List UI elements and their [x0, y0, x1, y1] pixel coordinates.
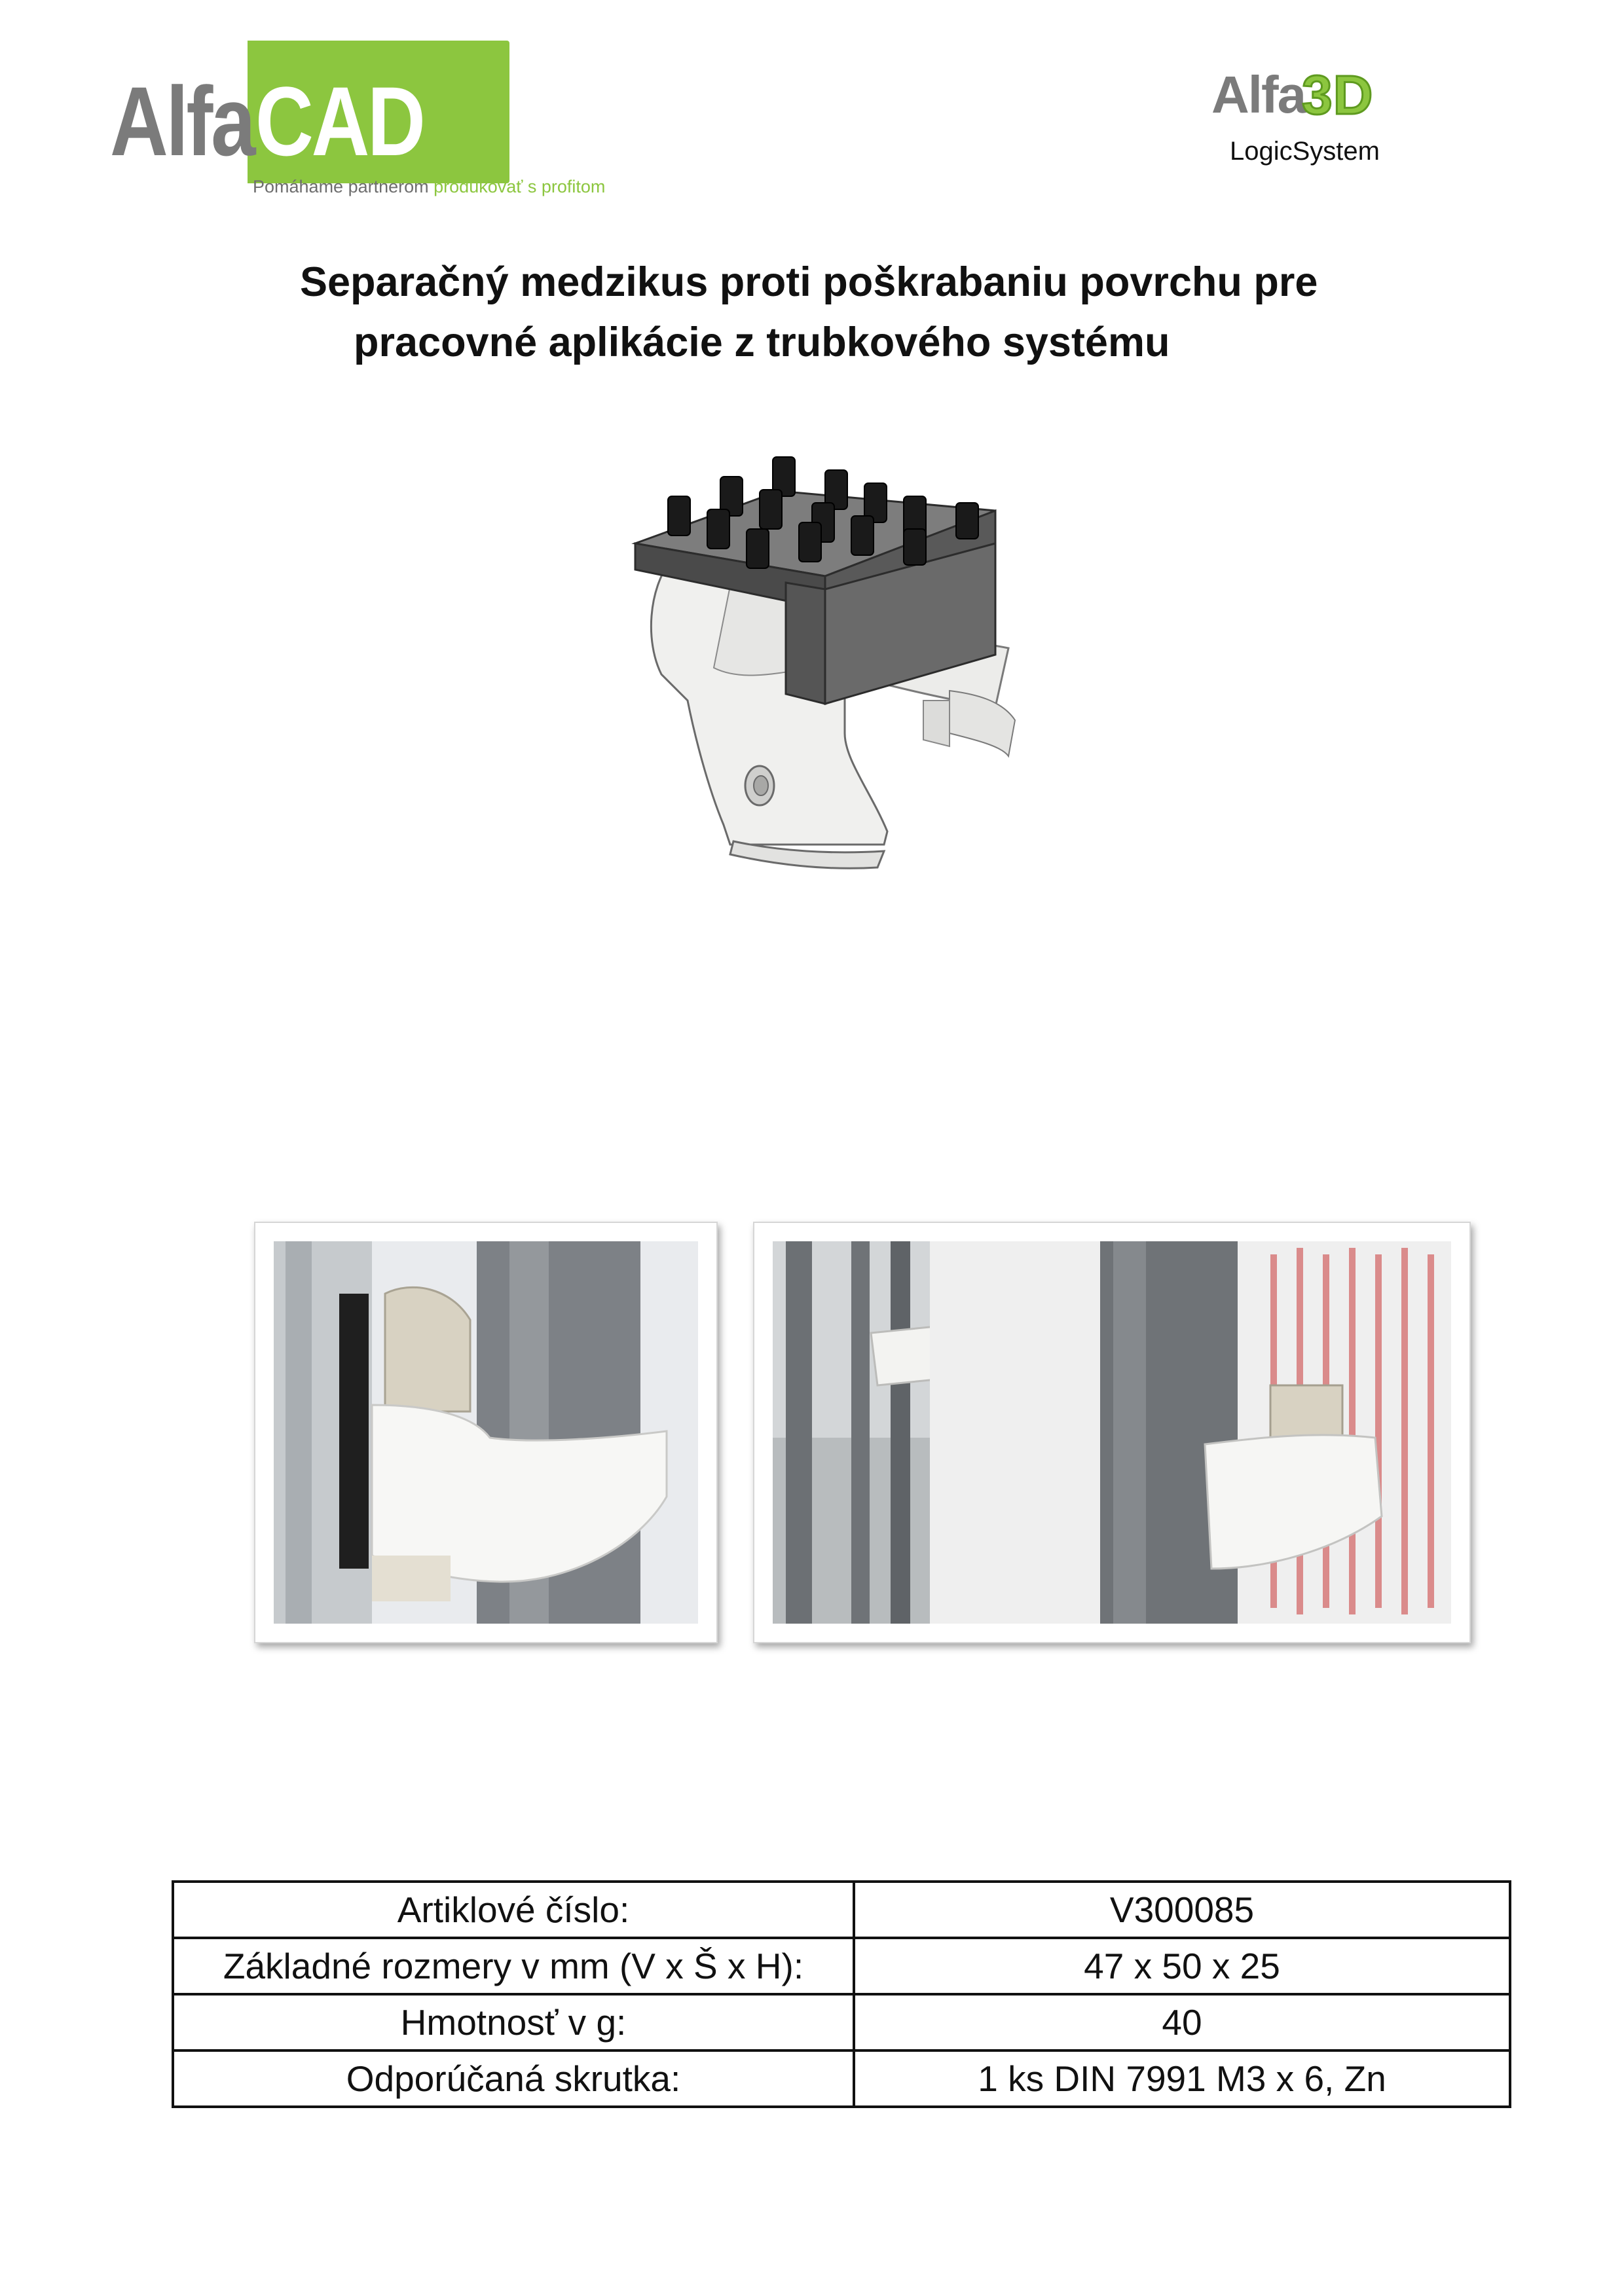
table-row: [173, 2050, 1510, 2107]
alfacad-logo-alfa: Alfa: [110, 66, 254, 176]
alfacad-logo: [110, 21, 606, 204]
spec-value: 40: [854, 1994, 1510, 2050]
title-line-2: pracovné aplikácie z trubkového systému: [354, 319, 1170, 365]
table-row: [173, 1994, 1510, 2050]
alfa3d-logo-alfa: Alfa: [1211, 65, 1306, 124]
spec-label: Hmotnosť v g:: [173, 1994, 854, 2050]
alfa3d-logo-3d: 3D: [1302, 64, 1374, 126]
title-line-1: Separačný medzikus proti poškrabaniu povrchu pre: [300, 259, 1318, 305]
photo-mounted-closeup-image: [274, 1241, 698, 1624]
page-title: [236, 252, 1388, 373]
photo-mounted-installation: [753, 1222, 1471, 1643]
spec-label: Odporúčaná skrutka:: [173, 2050, 854, 2107]
alfacad-tagline-part1: Pomáhame partnerom: [253, 177, 429, 196]
table-row: [173, 1882, 1510, 1938]
spec-table: [172, 1880, 1511, 2108]
photo-mounted-installation-image: [773, 1241, 1451, 1624]
spec-label: Artiklové číslo:: [173, 1882, 854, 1938]
alfacad-logo-cad: CAD: [255, 66, 424, 176]
spec-value: V300085: [854, 1882, 1510, 1938]
alfa3d-logo: [1211, 64, 1428, 173]
spec-label: Základné rozmery v mm (V x Š x H):: [173, 1938, 854, 1994]
spec-value: 47 x 50 x 25: [854, 1938, 1510, 1994]
alfacad-tagline: [253, 177, 605, 197]
alfacad-tagline-part2: produkovať s profitom: [434, 177, 606, 196]
part-render-image: [609, 393, 1080, 903]
logicsystem-label: LogicSystem: [1230, 137, 1380, 166]
spec-value: 1 ks DIN 7991 M3 x 6, Zn: [854, 2050, 1510, 2107]
photo-mounted-closeup: [254, 1222, 718, 1643]
table-row: [173, 1938, 1510, 1994]
